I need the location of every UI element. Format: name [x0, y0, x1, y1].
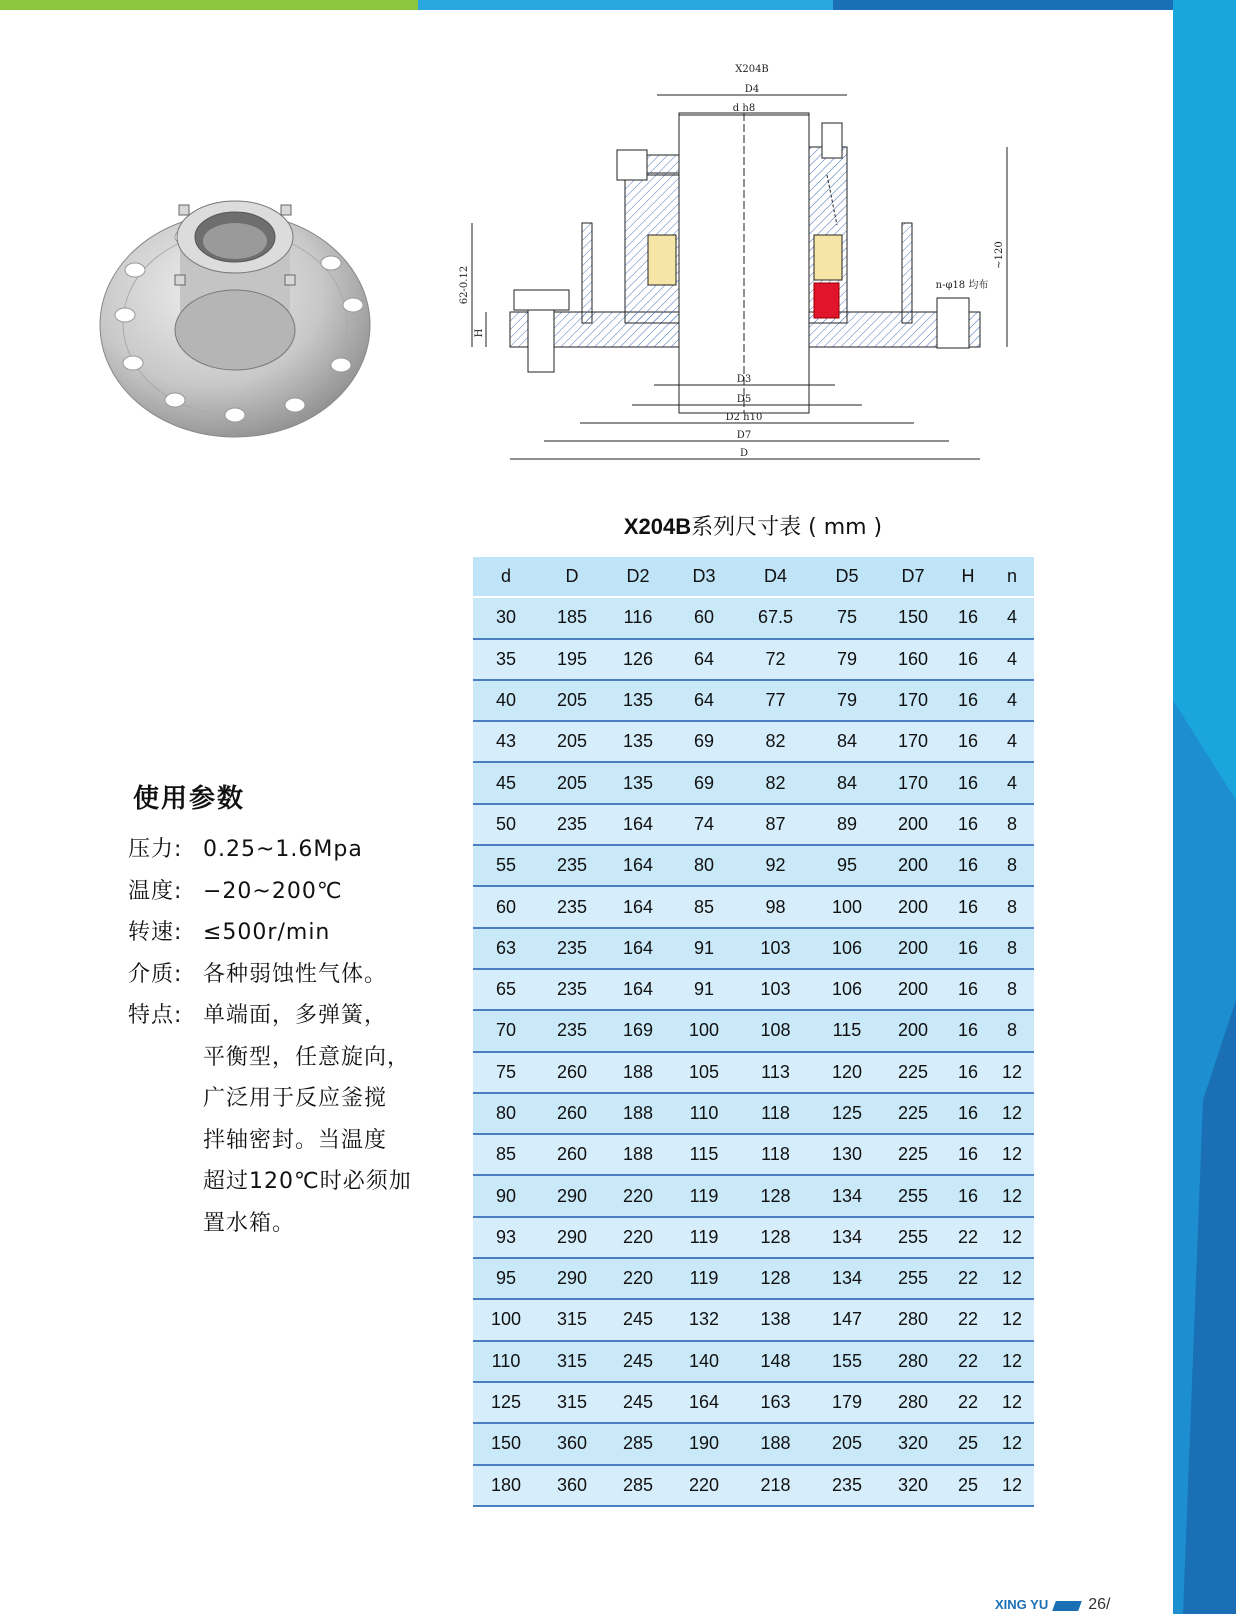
table-cell: 163 [737, 1382, 814, 1423]
table-cell: 89 [814, 804, 880, 845]
table-cell: 134 [814, 1217, 880, 1258]
table-cell: 69 [671, 762, 737, 803]
table-cell: 235 [539, 886, 605, 927]
table-cell: 103 [737, 969, 814, 1010]
table-cell: 64 [671, 680, 737, 721]
param-row [128, 995, 448, 1037]
table-cell: 65 [473, 969, 539, 1010]
table-title-rest: 系列尺寸表 ( mm ) [691, 515, 883, 540]
table-title [473, 510, 1033, 541]
table-cell: 12 [990, 1217, 1034, 1258]
param-label [128, 1203, 203, 1245]
page-number: 26/ [1088, 1596, 1111, 1613]
table-cell: 93 [473, 1217, 539, 1258]
table-cell: 235 [539, 804, 605, 845]
table-cell: 43 [473, 721, 539, 762]
table-cell: 16 [946, 721, 990, 762]
table-cell: 205 [539, 721, 605, 762]
brand-logo-icon [1052, 1601, 1082, 1611]
drawing-d4-label: D4 [744, 84, 760, 95]
table-cell: 188 [737, 1423, 814, 1464]
table-row [473, 886, 1034, 927]
table-row [473, 804, 1034, 845]
table-cell: 235 [539, 969, 605, 1010]
table-cell: 22 [946, 1217, 990, 1258]
table-cell: 360 [539, 1465, 605, 1506]
table-cell: 8 [990, 804, 1034, 845]
param-row [128, 1120, 448, 1162]
table-cell: 105 [671, 1052, 737, 1093]
light-blue-bar-segment [418, 0, 833, 10]
table-cell: 108 [737, 1010, 814, 1051]
right-decorative-band [1173, 0, 1236, 1614]
table-cell: 60 [671, 597, 737, 638]
table-cell: 120 [814, 1052, 880, 1093]
column-header: d [473, 557, 539, 597]
table-cell: 119 [671, 1175, 737, 1216]
table-cell: 320 [880, 1465, 946, 1506]
table-cell: 30 [473, 597, 539, 638]
footer [995, 1596, 1110, 1614]
footer-brand: XING YU [995, 1597, 1049, 1612]
param-row [128, 954, 448, 996]
table-cell: 87 [737, 804, 814, 845]
table-cell: 16 [946, 639, 990, 680]
param-row [128, 912, 448, 954]
param-value: 0.25~1.6Mpa [203, 837, 363, 862]
table-row [473, 969, 1034, 1010]
param-row [128, 1203, 448, 1245]
dark-blue-bar-segment [833, 0, 1173, 10]
param-row [128, 1037, 448, 1079]
table-cell: 16 [946, 1134, 990, 1175]
table-cell: 218 [737, 1465, 814, 1506]
table-cell: 285 [605, 1465, 671, 1506]
table-cell: 8 [990, 1010, 1034, 1051]
table-cell: 132 [671, 1299, 737, 1340]
table-cell: 115 [814, 1010, 880, 1051]
table-cell: 205 [539, 762, 605, 803]
param-row [128, 829, 448, 871]
table-row [473, 1423, 1034, 1464]
table-cell: 290 [539, 1175, 605, 1216]
table-cell: 4 [990, 597, 1034, 638]
table-cell: 235 [814, 1465, 880, 1506]
table-cell: 35 [473, 639, 539, 680]
table-cell: 22 [946, 1299, 990, 1340]
table-cell: 118 [737, 1093, 814, 1134]
table-row [473, 1093, 1034, 1134]
table-cell: 170 [880, 721, 946, 762]
table-cell: 169 [605, 1010, 671, 1051]
table-cell: 22 [946, 1341, 990, 1382]
table-cell: 91 [671, 969, 737, 1010]
param-value: −20~200℃ [203, 878, 343, 904]
table-cell: 79 [814, 680, 880, 721]
table-cell: 225 [880, 1134, 946, 1175]
column-header: H [946, 557, 990, 597]
table-cell: 200 [880, 1010, 946, 1051]
param-label: 温度: [128, 878, 183, 904]
table-cell: 16 [946, 1052, 990, 1093]
table-cell: 164 [605, 886, 671, 927]
table-cell: 164 [605, 845, 671, 886]
param-value: 拌轴密封。当温度 [203, 1127, 388, 1153]
column-header: D4 [737, 557, 814, 597]
table-cell: 188 [605, 1134, 671, 1175]
table-cell: 16 [946, 804, 990, 845]
table-cell: 290 [539, 1258, 605, 1299]
table-cell: 12 [990, 1093, 1034, 1134]
table-body [473, 597, 1034, 1506]
param-label [128, 1037, 203, 1079]
table-cell: 12 [990, 1299, 1034, 1340]
table-cell: 260 [539, 1093, 605, 1134]
column-header: D5 [814, 557, 880, 597]
table-cell: 125 [473, 1382, 539, 1423]
drawing-model-label: X204B [735, 64, 769, 75]
param-row [128, 1161, 448, 1203]
table-row [473, 845, 1034, 886]
param-row [128, 871, 448, 913]
table-cell: 4 [990, 639, 1034, 680]
param-row [128, 1078, 448, 1120]
table-cell: 12 [990, 1465, 1034, 1506]
params-heading: 使用参数 [133, 784, 246, 814]
table-cell: 195 [539, 639, 605, 680]
table-cell: 119 [671, 1258, 737, 1299]
table-cell: 16 [946, 928, 990, 969]
table-cell: 245 [605, 1299, 671, 1340]
table-cell: 100 [671, 1010, 737, 1051]
table-cell: 90 [473, 1175, 539, 1216]
table-cell: 115 [671, 1134, 737, 1175]
table-cell: 60 [473, 886, 539, 927]
table-cell: 98 [737, 886, 814, 927]
table-cell: 118 [737, 1134, 814, 1175]
table-row [473, 1010, 1034, 1051]
param-label: 压力: [128, 837, 183, 862]
param-value: ≤500r/min [203, 920, 331, 945]
param-value: 广泛用于反应釜搅 [203, 1086, 388, 1111]
table-cell: 75 [814, 597, 880, 638]
drawing-d3-label: D3 [736, 374, 752, 385]
table-cell: 179 [814, 1382, 880, 1423]
table-cell: 70 [473, 1010, 539, 1051]
table-cell: 92 [737, 845, 814, 886]
table-cell: 116 [605, 597, 671, 638]
table-cell: 315 [539, 1382, 605, 1423]
table-cell: 235 [539, 928, 605, 969]
table-cell: 200 [880, 804, 946, 845]
table-cell: 16 [946, 969, 990, 1010]
table-row [473, 762, 1034, 803]
table-cell: 135 [605, 721, 671, 762]
column-header: D3 [671, 557, 737, 597]
param-label [128, 1120, 203, 1162]
table-cell: 235 [539, 845, 605, 886]
table-cell: 360 [539, 1423, 605, 1464]
table-row [473, 597, 1034, 638]
table-cell: 74 [671, 804, 737, 845]
table-cell: 8 [990, 845, 1034, 886]
table-row [473, 639, 1034, 680]
table-cell: 200 [880, 845, 946, 886]
table-cell: 80 [671, 845, 737, 886]
column-header: n [990, 557, 1034, 597]
table-cell: 100 [814, 886, 880, 927]
table-cell: 205 [539, 680, 605, 721]
table-cell: 245 [605, 1341, 671, 1382]
table-cell: 85 [671, 886, 737, 927]
table-row [473, 1258, 1034, 1299]
table-cell: 103 [737, 928, 814, 969]
table-cell: 8 [990, 886, 1034, 927]
param-value: 超过120℃时必须加 [203, 1169, 412, 1194]
table-cell: 67.5 [737, 597, 814, 638]
table-cell: 77 [737, 680, 814, 721]
table-cell: 16 [946, 680, 990, 721]
table-cell: 84 [814, 762, 880, 803]
table-cell: 220 [671, 1465, 737, 1506]
table-cell: 16 [946, 1175, 990, 1216]
table-row [473, 1382, 1034, 1423]
table-cell: 16 [946, 597, 990, 638]
table-cell: 135 [605, 762, 671, 803]
table-cell: 4 [990, 721, 1034, 762]
table-cell: 280 [880, 1341, 946, 1382]
drawing-d-label: d h8 [732, 103, 756, 114]
table-cell: 79 [814, 639, 880, 680]
table-cell: 125 [814, 1093, 880, 1134]
table-row [473, 1341, 1034, 1382]
table-cell: 16 [946, 845, 990, 886]
table-cell: 106 [814, 928, 880, 969]
table-cell: 315 [539, 1299, 605, 1340]
product-photo [95, 175, 385, 465]
param-value: 平衡型，任意旋向， [203, 1044, 411, 1070]
table-cell: 190 [671, 1423, 737, 1464]
table-cell: 180 [473, 1465, 539, 1506]
table-cell: 260 [539, 1052, 605, 1093]
table-cell: 12 [990, 1423, 1034, 1464]
table-cell: 12 [990, 1052, 1034, 1093]
param-value: 各种弱蚀性气体。 [203, 961, 388, 987]
table-cell: 25 [946, 1423, 990, 1464]
table-cell: 160 [880, 639, 946, 680]
table-header-row [473, 557, 1034, 597]
drawing-d2-label: D2 h10 [725, 412, 763, 423]
table-cell: 84 [814, 721, 880, 762]
table-cell: 134 [814, 1175, 880, 1216]
param-label: 介质: [128, 961, 183, 987]
table-cell: 130 [814, 1134, 880, 1175]
table-cell: 245 [605, 1382, 671, 1423]
table-row [473, 928, 1034, 969]
column-header: D7 [880, 557, 946, 597]
param-label: 特点: [128, 1003, 183, 1028]
table-cell: 12 [990, 1382, 1034, 1423]
table-cell: 22 [946, 1382, 990, 1423]
param-value: 置水箱。 [203, 1210, 296, 1236]
table-cell: 225 [880, 1093, 946, 1134]
table-cell: 100 [473, 1299, 539, 1340]
table-cell: 64 [671, 639, 737, 680]
table-cell: 128 [737, 1217, 814, 1258]
table-cell: 16 [946, 762, 990, 803]
table-cell: 155 [814, 1341, 880, 1382]
param-label: 转速: [128, 920, 183, 945]
table-cell: 82 [737, 721, 814, 762]
table-cell: 55 [473, 845, 539, 886]
table-cell: 135 [605, 680, 671, 721]
table-cell: 285 [605, 1423, 671, 1464]
table-cell: 280 [880, 1299, 946, 1340]
table-cell: 164 [605, 969, 671, 1010]
table-cell: 315 [539, 1341, 605, 1382]
table-cell: 63 [473, 928, 539, 969]
table-cell: 82 [737, 762, 814, 803]
table-cell: 22 [946, 1258, 990, 1299]
table-cell: 235 [539, 1010, 605, 1051]
table-cell: 128 [737, 1175, 814, 1216]
table-cell: 164 [605, 928, 671, 969]
table-cell: 4 [990, 762, 1034, 803]
table-cell: 119 [671, 1217, 737, 1258]
usage-parameters [128, 778, 448, 1244]
table-cell: 45 [473, 762, 539, 803]
table-cell: 25 [946, 1465, 990, 1506]
table-cell: 110 [671, 1093, 737, 1134]
table-row [473, 680, 1034, 721]
table-cell: 8 [990, 928, 1034, 969]
drawing-h-label: H [474, 328, 485, 338]
drawing-62-label: 62-0.12 [459, 265, 470, 305]
table-cell: 164 [605, 804, 671, 845]
table-cell: 220 [605, 1258, 671, 1299]
table-cell: 85 [473, 1134, 539, 1175]
param-value: 单端面，多弹簧， [203, 1003, 388, 1028]
table-cell: 205 [814, 1423, 880, 1464]
table-cell: 200 [880, 928, 946, 969]
table-cell: 188 [605, 1093, 671, 1134]
table-cell: 220 [605, 1217, 671, 1258]
table-cell: 280 [880, 1382, 946, 1423]
params-list [128, 829, 448, 1244]
table-cell: 255 [880, 1175, 946, 1216]
table-cell: 113 [737, 1052, 814, 1093]
table-cell: 40 [473, 680, 539, 721]
table-cell: 4 [990, 680, 1034, 721]
table-cell: 50 [473, 804, 539, 845]
drawing-holes-label: n-φ18 均布 [935, 280, 989, 291]
drawing-d7-label: D7 [736, 430, 752, 441]
table-row [473, 1052, 1034, 1093]
technical-drawing [459, 55, 1022, 480]
table-row [473, 1175, 1034, 1216]
table-cell: 220 [605, 1175, 671, 1216]
table-cell: 16 [946, 1010, 990, 1051]
table-cell: 75 [473, 1052, 539, 1093]
table-cell: 138 [737, 1299, 814, 1340]
table-row [473, 1134, 1034, 1175]
table-cell: 12 [990, 1341, 1034, 1382]
table-cell: 200 [880, 886, 946, 927]
table-cell: 95 [814, 845, 880, 886]
green-bar-segment [0, 0, 418, 10]
table-cell: 170 [880, 762, 946, 803]
table-cell: 16 [946, 886, 990, 927]
table-row [473, 1299, 1034, 1340]
table-cell: 69 [671, 721, 737, 762]
table-cell: 200 [880, 969, 946, 1010]
param-label [128, 1161, 203, 1203]
table-cell: 225 [880, 1052, 946, 1093]
table-cell: 110 [473, 1341, 539, 1382]
dimension-table [473, 557, 1034, 1507]
table-cell: 134 [814, 1258, 880, 1299]
table-cell: 12 [990, 1175, 1034, 1216]
table-cell: 106 [814, 969, 880, 1010]
table-cell: 95 [473, 1258, 539, 1299]
table-cell: 170 [880, 680, 946, 721]
table-cell: 128 [737, 1258, 814, 1299]
drawing-d5-label: D5 [736, 394, 752, 405]
table-cell: 255 [880, 1217, 946, 1258]
drawing-120-label: ~120 [994, 241, 1005, 269]
table-row [473, 1217, 1034, 1258]
table-cell: 16 [946, 1093, 990, 1134]
table-cell: 150 [473, 1423, 539, 1464]
table-cell: 140 [671, 1341, 737, 1382]
table-cell: 126 [605, 639, 671, 680]
table-row [473, 721, 1034, 762]
column-header: D [539, 557, 605, 597]
table-cell: 147 [814, 1299, 880, 1340]
table-row [473, 1465, 1034, 1506]
table-cell: 164 [671, 1382, 737, 1423]
table-cell: 150 [880, 597, 946, 638]
table-cell: 260 [539, 1134, 605, 1175]
table-cell: 12 [990, 1134, 1034, 1175]
param-label [128, 1078, 203, 1120]
drawing-big-d-label: D [739, 448, 749, 459]
table-cell: 12 [990, 1258, 1034, 1299]
table-cell: 320 [880, 1423, 946, 1464]
table-cell: 290 [539, 1217, 605, 1258]
table-title-model: X204B [623, 514, 692, 539]
table-cell: 148 [737, 1341, 814, 1382]
table-cell: 185 [539, 597, 605, 638]
table-cell: 8 [990, 969, 1034, 1010]
table-cell: 72 [737, 639, 814, 680]
top-color-bar [0, 0, 1173, 10]
table-cell: 255 [880, 1258, 946, 1299]
table-cell: 188 [605, 1052, 671, 1093]
table-cell: 80 [473, 1093, 539, 1134]
column-header: D2 [605, 557, 671, 597]
table-cell: 91 [671, 928, 737, 969]
